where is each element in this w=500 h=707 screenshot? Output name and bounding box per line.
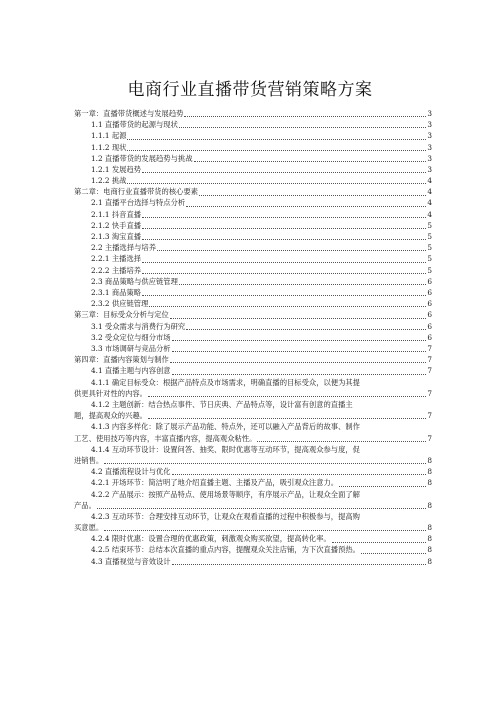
toc-entry[interactable] [74,242,432,253]
toc-entry[interactable] [74,533,432,544]
table-of-contents [74,108,432,567]
toc-entry-text: 4.2 直播流程设计与优化 [91,467,171,477]
toc-entry-text: 2.2.2 主播培养 [91,265,142,275]
toc-page-number: 7 [427,355,432,365]
dot-leader [127,145,426,151]
toc-entry-text: 第二章：电商行业直播带货的核心要素 [74,187,199,197]
toc-entry-text: 3.1 受众需求与消费行为研究 [91,321,186,331]
toc-entry-text-line1: 4.2.3 互动环节：合理安排互动环节，让观众在观看直播的过程中积极参与，提高购 [91,511,360,521]
toc-page-number: 8 [427,545,432,555]
toc-entry[interactable] [74,477,432,488]
toc-entry-text: 产品。 [74,500,96,510]
dot-leader [172,335,427,341]
toc-page-number: 4 [427,198,432,208]
toc-entry-text: 4.3 直播视觉与音效设计 [91,556,171,566]
toc-entry[interactable] [74,220,432,231]
toc-entry[interactable] [74,298,432,309]
toc-entry[interactable] [74,321,432,332]
document-title: 电商行业直播带货营销策略方案 [127,80,373,100]
toc-entry-text: 供更具针对性的内容。 [74,388,147,398]
toc-page-number: 8 [427,523,432,533]
toc-entry-text: 工艺、使用技巧等内容，丰富直播内容，提高观众粘性。 [74,433,257,443]
toc-page-number: 5 [427,220,432,230]
dot-leader [142,268,426,274]
toc-entry-text: 1.2.2 挑战 [91,176,127,186]
toc-page-number: 6 [427,310,432,320]
toc-entry-text: 1.2.1 发展趋势 [91,164,142,174]
toc-entry-text: 3.2 受众定位与细分市场 [91,332,171,342]
toc-page-number: 8 [427,478,432,488]
toc-entry-text: 2.1.3 淘宝直播 [91,232,142,242]
toc-entry[interactable] [74,253,432,264]
toc-page-number: 5 [427,243,432,253]
dot-leader [142,167,426,173]
toc-page-number: 3 [427,142,432,152]
toc-page-number: 8 [427,556,432,566]
toc-page-number: 7 [427,411,432,421]
toc-entry[interactable] [74,198,432,209]
toc-page-number: 7 [427,388,432,398]
toc-entry-text: 4.2.1 开场环节：简洁明了地介绍直播主题、主播及产品，吸引观众注意力。 [91,478,339,488]
toc-entry[interactable] [74,343,432,354]
dot-leader [142,257,426,263]
toc-page-number: 8 [427,455,432,465]
dot-leader [142,223,426,229]
dot-leader [104,525,426,531]
toc-entry[interactable] [74,186,432,197]
toc-entry[interactable] [74,399,432,421]
dot-leader [332,537,427,543]
toc-entry-text-line1: 4.2.2 产品展示：按照产品特点、使用场景等顺序，有序展示产品，让观众全面了解 [91,489,360,499]
dot-leader [148,391,426,397]
toc-entry-text: 2.2.1 主播选择 [91,254,142,264]
toc-entry[interactable] [74,421,432,443]
toc-entry[interactable] [74,511,432,533]
toc-page-number: 7 [427,366,432,376]
toc-entry-text: 进销售。 [74,455,104,465]
dot-leader [257,436,426,442]
dot-leader [172,469,427,475]
toc-entry-text: 3.3 市场调研与竞品分析 [91,343,171,353]
dot-leader [127,178,426,184]
toc-page-number: 6 [427,321,432,331]
toc-entry[interactable] [74,130,432,141]
dot-leader [148,413,426,419]
toc-page-number: 3 [427,153,432,163]
toc-page-number: 3 [427,131,432,141]
dot-leader [149,301,426,307]
dot-leader [199,190,426,196]
dot-leader [172,369,427,375]
toc-page-number: 3 [427,108,432,118]
dot-leader [170,313,426,319]
dot-leader [97,503,426,509]
toc-page-number: 8 [427,500,432,510]
toc-entry-text: 第一章：直播带货概述与发展趋势 [74,108,184,118]
toc-page-number: 5 [427,254,432,264]
toc-page-number: 7 [427,433,432,443]
toc-page-number: 6 [427,287,432,297]
dot-leader [179,122,426,128]
toc-entry-text: 2.3.1 商品策略 [91,287,142,297]
toc-entry-text: 2.1.2 快手直播 [91,220,142,230]
toc-entry[interactable] [74,164,432,175]
toc-entry-text: 1.1 直播带货的起源与现状 [91,120,178,130]
dot-leader [179,279,426,285]
dot-leader [127,134,426,140]
toc-entry[interactable] [74,332,432,343]
toc-entry-text: 2.1 直播平台选择与特点分析 [91,198,186,208]
toc-entry[interactable] [74,466,432,477]
toc-page-number: 4 [427,187,432,197]
dot-leader [142,212,426,218]
dot-leader [172,559,427,565]
toc-entry[interactable] [74,142,432,153]
toc-page-number: 6 [427,276,432,286]
toc-page-number: 4 [427,176,432,186]
dot-leader [194,156,427,162]
toc-page-number: 8 [427,534,432,544]
toc-entry[interactable] [74,444,432,466]
toc-page-number: 8 [427,467,432,477]
toc-entry-text: 第三章：目标受众分析与定位 [74,310,169,320]
toc-page-number: 6 [427,332,432,342]
toc-entry[interactable] [74,489,432,511]
toc-entry-text: 第四章：直播内容策划与制作 [74,355,169,365]
toc-entry[interactable] [74,276,432,287]
toc-entry-text: 2.3.2 供应链管理 [91,299,149,309]
toc-entry-text: 2.3 商品策略与供应链管理 [91,276,178,286]
toc-page-number: 3 [427,164,432,174]
toc-entry-text-line1: 4.1.4 互动环节设计：设置问答、抽奖、限时优惠等互动环节，提高观众参与度，促 [91,444,360,454]
toc-entry[interactable] [74,153,432,164]
toc-page-number: 4 [427,209,432,219]
toc-entry[interactable] [74,108,432,119]
toc-entry[interactable] [74,309,432,320]
toc-entry-text: 2.1.1 抖音直播 [91,209,142,219]
dot-leader [170,357,426,363]
toc-entry-text-line1: 4.1.3 内容多样化：除了展示产品功能、特点外，还可以融入产品背后的故事、制作 [91,422,360,432]
toc-entry-text: 1.1.2 现状 [91,142,127,152]
toc-entry-text-line1: 4.1.1 确定目标受众：根据产品特点及市场需求，明确直播的目标受众，以便为其提 [91,377,360,387]
toc-page-number: 5 [427,232,432,242]
toc-entry[interactable] [74,377,432,399]
toc-entry[interactable] [74,287,432,298]
toc-entry-text: 题，提高观众的兴趣。 [74,411,147,421]
toc-entry-text: 4.2.4 限时优惠：设置合理的优惠政策，刺激观众购买欲望，提高转化率。 [91,534,331,544]
dot-leader [142,234,426,240]
toc-entry-text: 2.2 主播选择与培养 [91,243,157,253]
toc-entry[interactable] [74,265,432,276]
toc-entry-text: 买意愿。 [74,523,104,533]
toc-entry[interactable] [74,556,432,567]
toc-entry[interactable] [74,209,432,220]
toc-entry-text-line1: 4.1.2 主题创新：结合热点事件、节日庆典、产品特点等，设计富有创意的直播主 [91,399,353,409]
dot-leader [142,290,426,296]
toc-entry[interactable] [74,119,432,130]
toc-page-number: 3 [427,120,432,130]
dot-leader [339,481,426,487]
dot-leader [361,548,426,554]
toc-entry[interactable] [74,365,432,376]
dot-leader [172,346,427,352]
toc-page-number: 6 [427,299,432,309]
toc-entry-text: 1.1.1 起源 [91,131,127,141]
toc-entry[interactable] [74,231,432,242]
dot-leader [186,201,426,207]
toc-entry[interactable] [74,354,432,365]
dot-leader [104,458,426,464]
toc-page-number: 7 [427,343,432,353]
toc-entry-text: 4.2.5 结束环节：总结本次直播的重点内容，提醒观众关注店铺，为下次直播预热。 [91,545,360,555]
toc-entry[interactable] [74,175,432,186]
dot-leader [186,324,426,330]
toc-entry[interactable] [74,545,432,556]
toc-page-number: 5 [427,265,432,275]
dot-leader [184,111,426,117]
dot-leader [157,245,426,251]
toc-entry-text: 1.2 直播带货的发展趋势与挑战 [91,153,193,163]
toc-entry-text: 4.1 直播主题与内容创意 [91,366,171,376]
